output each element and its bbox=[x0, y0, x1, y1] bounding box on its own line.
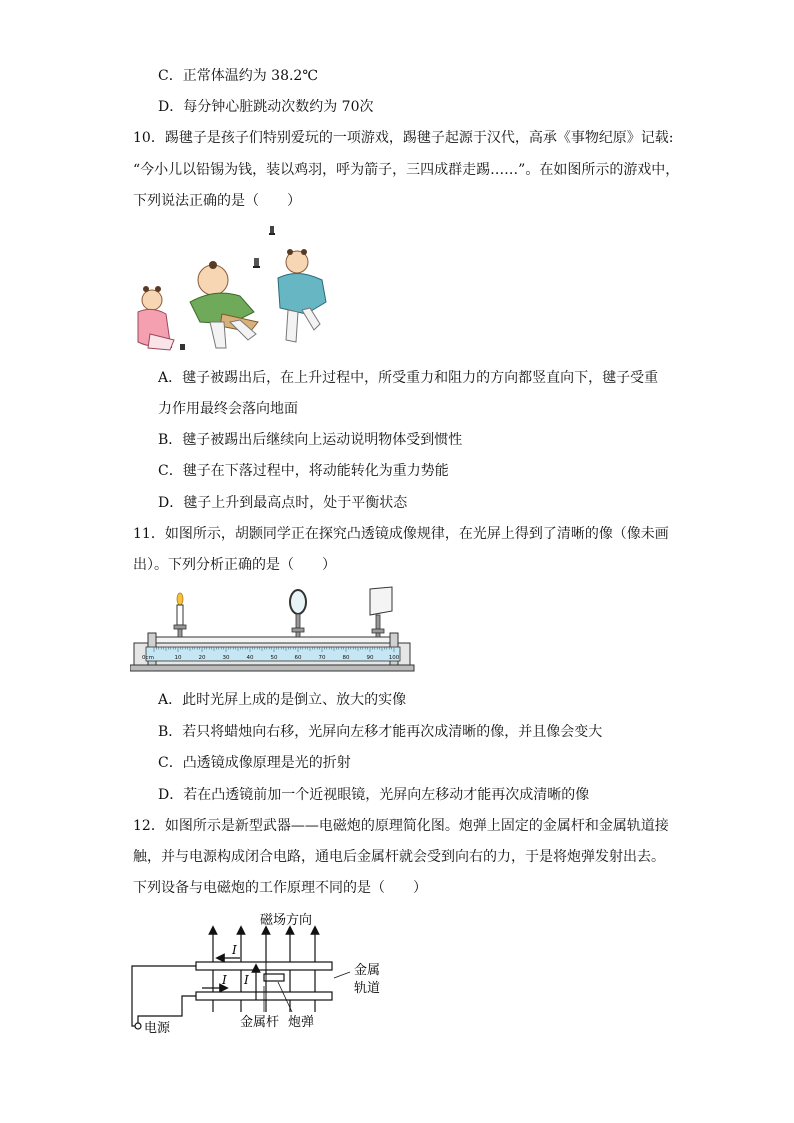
power-source-label: 电源 bbox=[144, 1021, 171, 1036]
q10-option-d: D．毽子上升到最高点时，处于平衡状态 bbox=[158, 495, 408, 511]
shell-body bbox=[264, 974, 284, 981]
convex-lens-icon bbox=[290, 590, 306, 637]
ruler-tick-label: 10 bbox=[174, 655, 182, 661]
current-label-top: I bbox=[232, 943, 237, 957]
q11-stem-line1: 11．如图所示，胡颢同学正在探究凸透镜成像规律，在光屏上得到了清晰的像（像未画 bbox=[133, 526, 669, 542]
q11-stem-line2: 出）。下列分析正确的是（ ） bbox=[133, 557, 336, 573]
q11-option-d: D．若在凸透镜前加一个近视眼镜，光屏向左移动才能再次成清晰的像 bbox=[158, 787, 590, 803]
q12-stem-line1: 12．如图所示是新型武器——电磁炮的原理简化图。炮弹上固定的金属杆和金属轨道接 bbox=[133, 818, 669, 834]
current-label-rod: I bbox=[244, 973, 249, 987]
q10-stem-line3: 下列说法正确的是（ ） bbox=[133, 193, 301, 209]
ruler-tick-label: 90 bbox=[366, 655, 374, 661]
ruler-tick-label: 70 bbox=[318, 655, 326, 661]
rail-label-line1: 金属 bbox=[354, 963, 381, 978]
q9-option-c: C．正常体温约为 38.2℃ bbox=[158, 68, 318, 84]
ruler-tick-label: 100 bbox=[388, 655, 400, 661]
ruler-tick-label: 80 bbox=[342, 655, 350, 661]
light-screen-icon bbox=[370, 587, 392, 637]
child-green-figure bbox=[190, 261, 258, 348]
q10-option-c: C．毽子在下落过程中，将动能转化为重力势能 bbox=[158, 463, 449, 479]
child-blue-figure bbox=[278, 249, 326, 342]
q11-optical-bench-diagram bbox=[130, 585, 415, 677]
rail-label-line2: 轨道 bbox=[354, 981, 381, 996]
q10-option-b: B．毽子被踢出后继续向上运动说明物体受到惯性 bbox=[158, 432, 463, 448]
power-terminal-icon bbox=[135, 1023, 141, 1029]
q12-stem-line3: 下列设备与电磁炮的工作原理不同的是（ ） bbox=[133, 880, 427, 896]
q11-option-a: A．此时光屏上成的是倒立、放大的实像 bbox=[158, 692, 407, 708]
child-pink-figure bbox=[138, 286, 174, 350]
q11-option-b: B．若只将蜡烛向右移，光屏向左移才能再次成清晰的像，并且像会变大 bbox=[158, 724, 603, 740]
q12-stem-line2: 触，并与电源构成闭合电路，通电后金属杆就会受到向右的力，于是将炮弹发射出去。 bbox=[133, 849, 665, 865]
shell-label: 炮弹 bbox=[288, 1015, 315, 1030]
ruler-tick-label: 20 bbox=[198, 655, 206, 661]
ruler-tick-label: 50 bbox=[270, 655, 278, 661]
q10-shuttlecock-illustration bbox=[130, 222, 330, 357]
candle-icon bbox=[174, 593, 186, 637]
metal-rod-label: 金属杆 bbox=[240, 1015, 280, 1030]
current-label-bottom: I bbox=[222, 973, 227, 987]
q10-option-a-line2: 力作用最终会落向地面 bbox=[158, 401, 298, 417]
field-direction-label: 磁场方向 bbox=[260, 913, 313, 928]
ruler-tick-label: 30 bbox=[222, 655, 230, 661]
q10-stem-line1: 10．踢毽子是孩子们特别爱玩的一项游戏，踢毽子起源于汉代，高承《事物纪原》记载: bbox=[133, 130, 674, 146]
upper-rail bbox=[196, 962, 332, 970]
q12-railgun-diagram bbox=[128, 908, 398, 1040]
q11-option-c: C．凸透镜成像原理是光的折射 bbox=[158, 755, 351, 771]
q9-option-d: D．每分钟心脏跳动次数约为 70次 bbox=[158, 99, 374, 115]
ruler-tick-label: 60 bbox=[294, 655, 302, 661]
q10-stem-line2: “今小儿以铅锡为钱，装以鸡羽，呼为箭子，三四成群走踢……”。在如图所示的游戏中， bbox=[133, 162, 680, 178]
ruler-tick-label: 0cm bbox=[142, 655, 154, 661]
q10-option-a-line1: A．毽子被踢出后，在上升过程中，所受重力和阻力的方向都竖直向下，毽子受重 bbox=[158, 370, 659, 386]
ruler-tick-label: 40 bbox=[246, 655, 254, 661]
